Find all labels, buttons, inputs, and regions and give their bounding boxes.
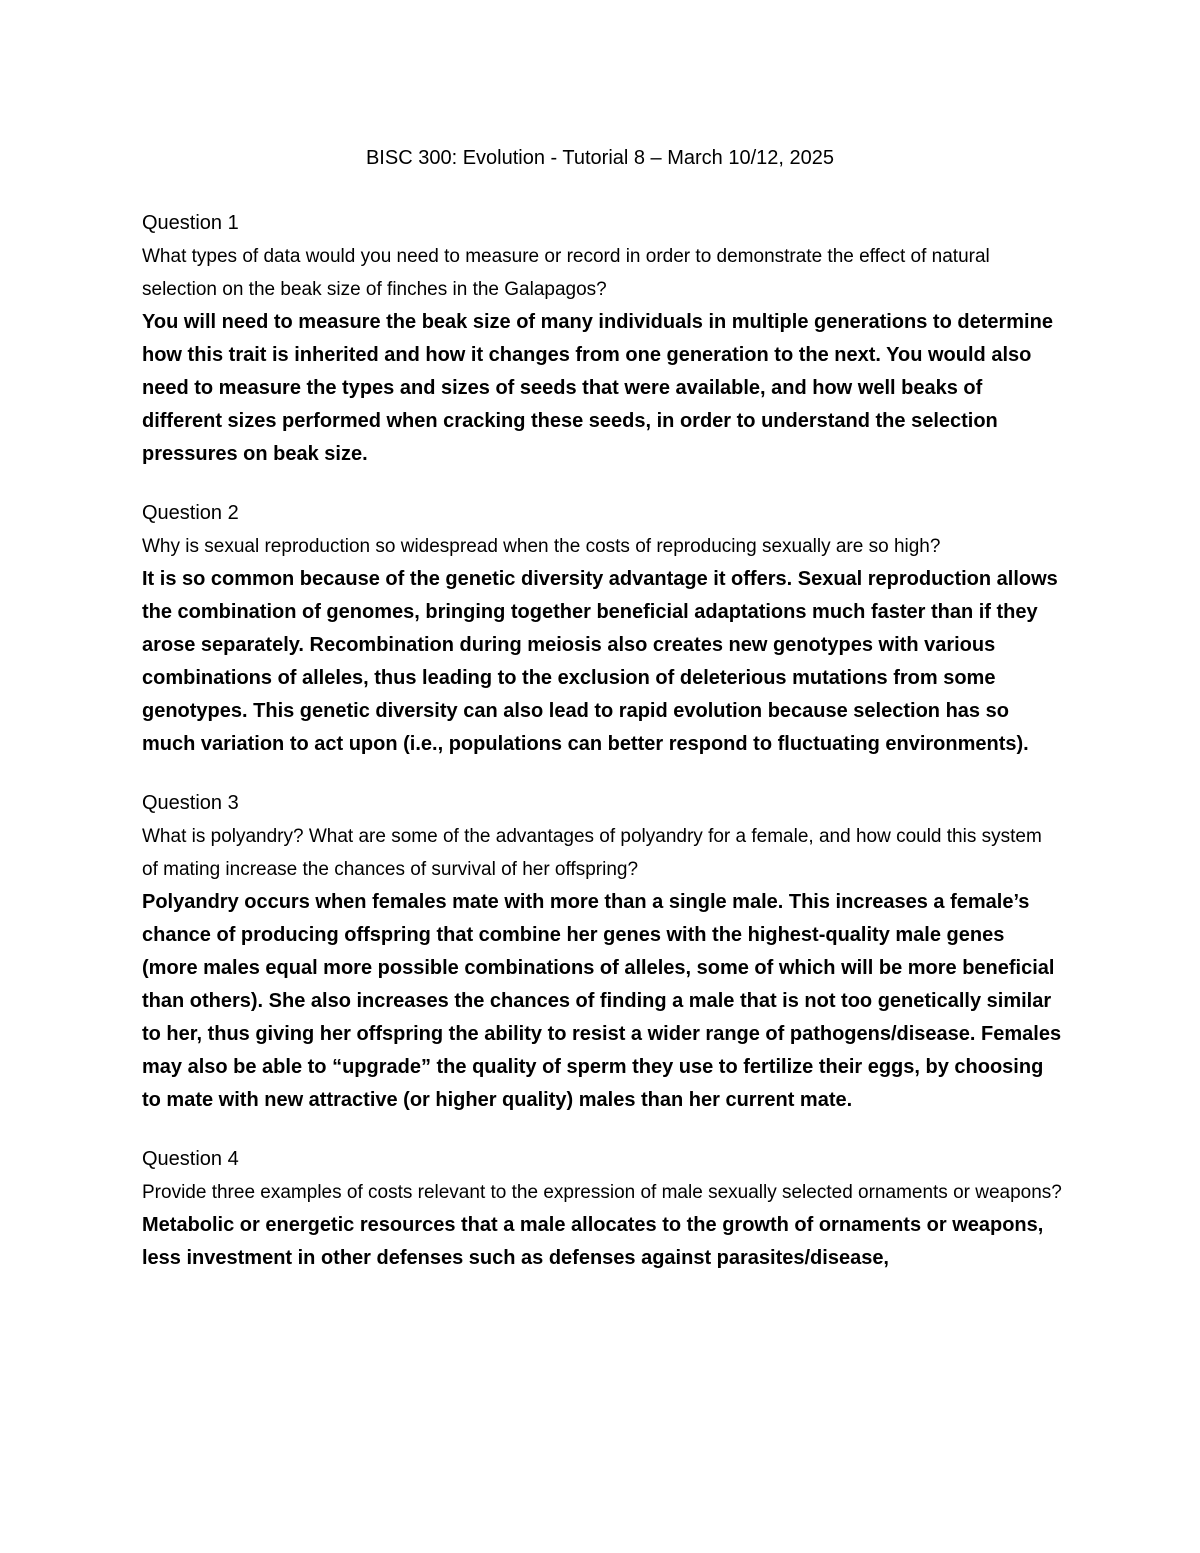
- question-heading: Question 2: [142, 502, 239, 524]
- document-title: BISC 300: Evolution - Tutorial 8 – March 10/12, 2025: [365, 147, 835, 169]
- question-prompt: What is polyandry? What are some of the advantages of polyandry for a female, and how could this system of mating increase the chances of survival of her offspring?: [142, 826, 1042, 880]
- question-prompt: Why is sexual reproduction so widespread when the costs of reproducing sexually are so high?: [142, 536, 941, 557]
- question-answer: You will need to measure the beak size of many individuals in multiple generations to determine how this trait is inherited and how it changes from one generation to the next. You would also need to measure the types and sizes of seeds that were available, and how well beaks of different sizes performed when cracking these seeds, in order to understand the selection pressures on beak size.: [142, 311, 1053, 465]
- question-heading: Question 1: [142, 212, 239, 234]
- question-prompt: Provide three examples of costs relevant to the expression of male sexually selected ornaments or weapons?: [142, 1182, 1062, 1203]
- question-prompt: What types of data would you need to measure or record in order to demonstrate the effect of natural selection on the beak size of finches in the Galapagos?: [142, 246, 990, 300]
- question-answer: Polyandry occurs when females mate with more than a single male. This increases a female’s chance of producing offspring that combine her genes with the highest-quality male genes (more males equal more possible combinations of alleles, some of which will be more beneficial than others). She also increases the chances of finding a male that is not too genetically similar to her, thus giving her offspring the ability to resist a wider range of pathogens/disease. Females may also be able to “upgrade” the quality of sperm they use to fertilize their eggs, by choosing to mate with new attractive (or higher quality) males than her current mate.: [142, 891, 1062, 1111]
- question-answer: Metabolic or energetic resources that a male allocates to the growth of ornaments or weapons, less investment in other defenses such as defenses against parasites/disease,: [142, 1214, 1044, 1269]
- question-1: [142, 207, 1062, 471]
- question-4: [142, 1143, 1062, 1275]
- question-2: [142, 497, 1062, 761]
- question-3: [142, 787, 1062, 1117]
- question-heading: Question 3: [142, 792, 239, 814]
- question-heading: Question 4: [142, 1148, 239, 1170]
- question-answer: It is so common because of the genetic diversity advantage it offers. Sexual reproduction allows the combination of genomes, bringing together beneficial adaptations much faster than if they arose separately. Recombination during meiosis also creates new genotypes with various combinations of alleles, thus leading to the exclusion of deleterious mutations from some genotypes. This genetic diversity can also lead to rapid evolution because selection has so much variation to act upon (i.e., populations can better respond to fluctuating environments).: [142, 568, 1058, 755]
- document-body: [142, 207, 1062, 1301]
